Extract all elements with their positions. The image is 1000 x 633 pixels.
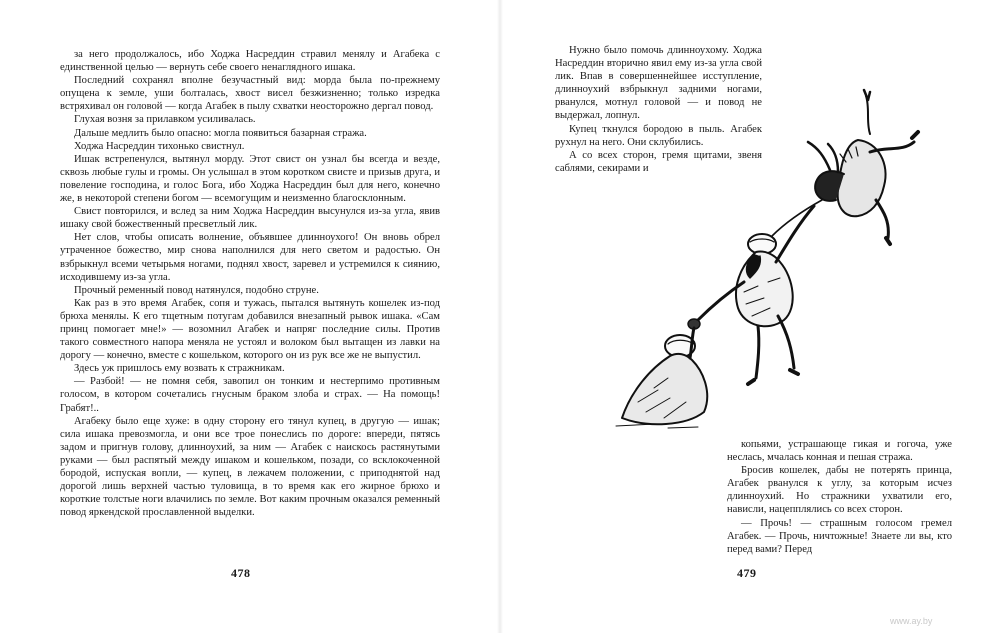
page-number-left: 478 [231,566,251,580]
left-page-text [60,48,440,519]
text-paragraph: — Прочь! — страшным голосом гремел Агабек. — Прочь, ничтожные! Знаете ли вы, кто перед вами? Перед [727,517,952,555]
text-paragraph: Нет слов, чтобы описать волнение, объявшее длинноухого! Он вновь обрел утраченное божество, мир снова наполнился для него светом и радостью. Он взбрыкнул всеми четырьмя ногами, поднял хвост, заревел и устремился к сиянию, исходившему из-за угла. [60,232,440,283]
text-paragraph: А со всех сторон, гремя щитами, звеня саблями, секирами и [555,149,762,174]
text-paragraph: Последний сохранял вполне безучастный вид: морда была по-прежнему опущена к земле, уши болталась, хвост висел безжизненно; только изредка встряхивал он головой — когда Агабек в пылу схватки неосторожно дергал повод. [60,75,440,113]
text-paragraph: за него продолжалось, ибо Ходжа Насреддин стравил менялу и Агабека с единственной целью — вернуть себе своего ненаглядного ишака. [60,49,440,74]
text-paragraph: Дальше медлить было опасно: могла появиться базарная стража. [74,127,367,139]
watermark: www.ay.by [890,616,933,626]
text-paragraph: Прочный ременный повод натянулся, подобно струне. [74,284,319,296]
text-paragraph: Купец ткнулся бородою в пыль. Агабек рухнул на него. Они склубились. [555,123,762,148]
donkey-dragging-men-ink-drawing-icon [608,82,933,434]
left-page [0,0,497,633]
text-paragraph: Свист повторился, и вслед за ним Ходжа Насреддин высунулся из-за угла, явив ишаку свой божественный пресветлый лик. [60,206,440,231]
right-page-bottom-text [727,438,952,556]
text-paragraph: Как раз в это время Агабек, сопя и тужась, пытался вытянуть кошелек из-под брюха менялы. К его тщетным потугам добавился внезапный рывок ишака. «Сам принц помогает мне!» — возомнил Агабек и напряг последние силы. Против такого совместного напора меняла не устоял и волоком был вытащен из лавки на дорогу — конечно, вместе с кошельком, которого он из рук все же не выпустил. [60,297,440,362]
right-page [503,0,1000,633]
text-paragraph: Глухая возня за прилавком усиливалась. [74,114,256,126]
text-paragraph: — Разбой! — не помня себя, завопил он тонким и нестерпимо противным голосом, в котором сочетались гнусным браком злоба и страх. — На помощь! Грабят!.. [60,376,440,414]
text-paragraph: Бросив кошелек, дабы не потерять принца, Агабек рванулся к углу, за которым исчез длинноухий. Но стражники ухватили его, нависли, нацепплялись со всех сторон. [727,465,952,516]
text-paragraph: копьями, устрашающе гикая и гогоча, уже неслась, мчалась конная и пешая стража. [727,439,952,464]
text-paragraph: Ишак встрепенулся, вытянул морду. Этот свист он узнал бы всегда и везде, сквозь любые гулы и громы. Он услышал в этом коротком свисте и призыв друга, и повеление господина, и голос Бога, ибо Ходжа Насреддин был для него, конечно же, в некоторой степени богом — всемогущим и неизменно благосклонным. [60,153,440,205]
page-number-right: 479 [737,566,757,580]
text-paragraph: Здесь уж пришлось ему возвать к стражникам. [74,363,285,375]
text-paragraph: Ходжа Насреддин тихонько свистнул. [74,140,245,152]
text-paragraph: Агабеку было еще хуже: в одну сторону его тянул купец, в другую — ишак; сила ишака превозмогла, и они все трое понеслись по дороге: впереди, пятясь задом и пригнув голову, длинноухий, за ним — Агабек с наискось растянутыми руками — был распятый между ишаком и кошельком, позади, со всклокоченной бородой, испуская вопли, — купец, в лежачем положении, с приподнятой над дорогой лишь верхней частью туловища, в то время как его жирное брюхо и короткие толстые ноги влачились по земле. Вот каким прочным оказался ременный повод яркендской прославленной выделки. [60,415,440,519]
text-paragraph: Нужно было помочь длинноухому. Ходжа Насреддин вторично явил ему из-за угла свой лик. Впав в совершеннейшее исступление, длинноухий взбрыкнул задними ногами, рванулся, мотнул головой — и повод не выдержал, лопнул. [555,45,762,122]
